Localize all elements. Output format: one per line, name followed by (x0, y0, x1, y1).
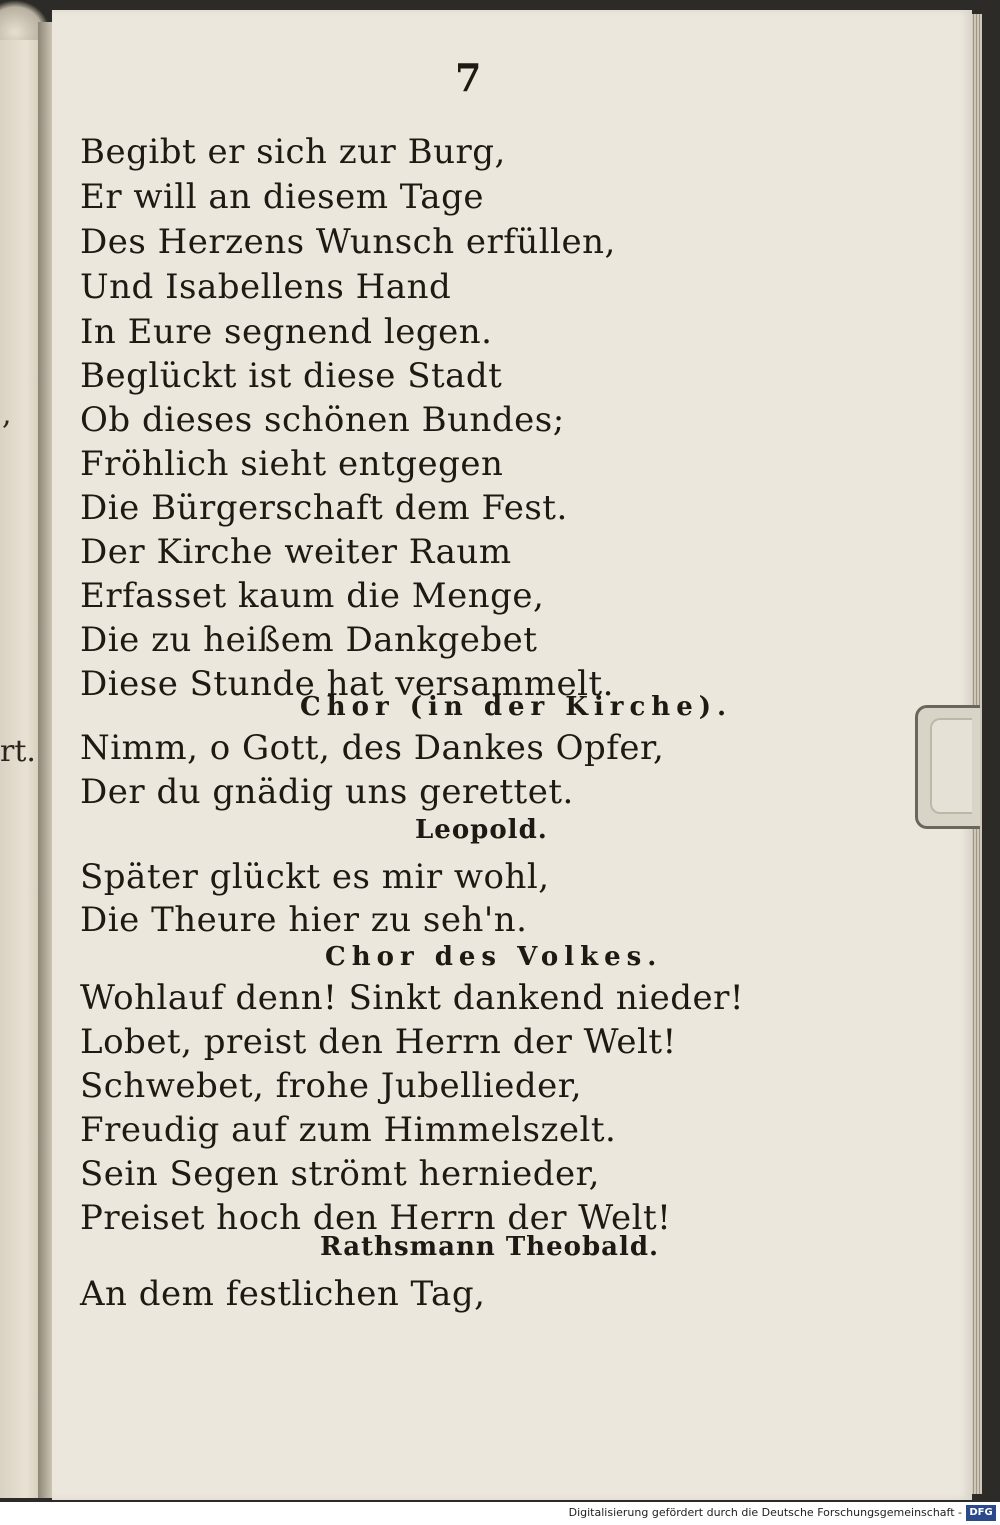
text-line: Fröhlich sieht entgegen (80, 444, 504, 484)
text-line: In Eure segnend legen. (80, 312, 493, 352)
speaker-heading: Chor (in der Kirche). (300, 692, 733, 722)
text-line: Freudig auf zum Himmelszelt. (80, 1110, 617, 1150)
text-line: Des Herzens Wunsch erfüllen, (80, 222, 616, 262)
text-line: An dem festlichen Tag, (80, 1274, 486, 1314)
text-line: Der Kirche weiter Raum (80, 532, 512, 572)
text-line: Begibt er sich zur Burg, (80, 132, 506, 172)
text-line: Der du gnädig uns gerettet. (80, 772, 574, 812)
left-page-fragment: , (2, 397, 12, 432)
text-line: Diese Stunde hat versammelt. (80, 664, 614, 704)
funding-credit: Digitalisierung gefördert durch die Deutsche Forschungsgemeinschaft - (568, 1506, 962, 1519)
text-line: Die Theure hier zu seh'n. (80, 900, 528, 940)
left-page-fragment: rt. (0, 734, 36, 769)
speaker-heading: Leopold. (415, 815, 548, 845)
speaker-heading: Rathsmann Theobald. (320, 1232, 660, 1262)
page-number: 7 (455, 55, 482, 100)
text-line: Beglückt ist diese Stadt (80, 356, 503, 396)
text-line: Sein Segen strömt hernieder, (80, 1154, 600, 1194)
dfg-logo: DFG (966, 1505, 996, 1521)
text-line: Die zu heißem Dankgebet (80, 620, 538, 660)
text-line: Lobet, preist den Herrn der Welt! (80, 1022, 677, 1062)
text-line: Die Bürgerschaft dem Fest. (80, 488, 568, 528)
text-line: Und Isabellens Hand (80, 267, 452, 307)
speaker-heading: Chor des Volkes. (325, 942, 663, 972)
text-line: Er will an diesem Tage (80, 177, 484, 217)
text-line: Preiset hoch den Herrn der Welt! (80, 1198, 672, 1238)
text-line: Wohlauf denn! Sinkt dankend nieder! (80, 978, 745, 1018)
text-line: Ob dieses schönen Bundes; (80, 400, 565, 440)
text-line: Später glückt es mir wohl, (80, 857, 550, 897)
text-line: Nimm, o Gott, des Dankes Opfer, (80, 728, 665, 768)
page-clip (915, 705, 980, 829)
text-line: Schwebet, frohe Jubellieder, (80, 1066, 583, 1106)
text-line: Erfasset kaum die Menge, (80, 576, 545, 616)
footer-bar (0, 1502, 1000, 1525)
